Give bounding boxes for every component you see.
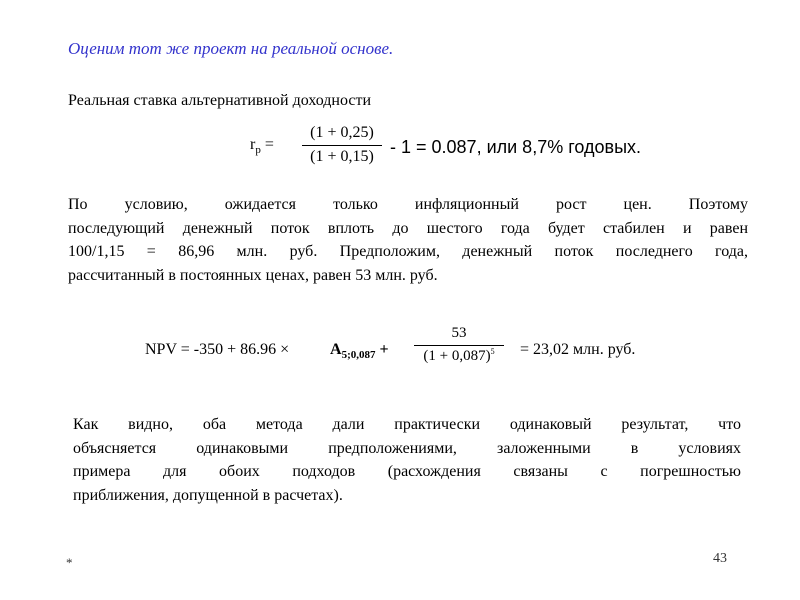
formula2-plus: + <box>375 341 389 358</box>
formula2-annuity-subscript: 5;0,087 <box>341 349 376 362</box>
paragraph2-line: Как видно, оба метода дали практически одинаковый результат, что <box>73 416 741 433</box>
formula2-fraction-bar <box>414 345 504 346</box>
section-subheading: Реальная ставка альтернативной доходности <box>68 92 372 109</box>
paragraph1-line: По условию, ожидается только инфляционный рост цен. Поэтому <box>68 196 748 213</box>
formula1-lhs <box>250 136 274 156</box>
paragraph2-line: примера для обоих подходов (расхождения связаны с погрешностью <box>73 463 741 480</box>
paragraph-conditions <box>68 193 748 287</box>
formula2-lhs: NPV = -350 + 86.96 × <box>145 341 290 358</box>
formula1-fraction <box>302 124 382 165</box>
formula1-denominator: (1 + 0,15) <box>310 147 374 165</box>
formula2-annuity-symbol: A <box>330 341 342 358</box>
paragraph1-line: 100/1,15 = 86,96 млн. руб. Предположим, денежный поток последнего года, <box>68 243 748 260</box>
formula1-fraction-bar <box>302 145 382 146</box>
paragraph1-line: последующий денежный поток вплоть до шестого года будет стабилен и равен <box>68 219 748 237</box>
page-number: 43 <box>713 551 727 566</box>
formula1-lhs-symbol: r <box>250 136 256 153</box>
slide-heading: Оценим тот же проект на реальной основе. <box>68 39 394 58</box>
formula1-lhs-subscript: p <box>255 144 261 157</box>
formula2-annuity <box>330 341 389 361</box>
formula2-denominator-base: (1 + 0,087) <box>423 347 491 364</box>
paragraph1-line: рассчитанный в постоянных ценах, равен 53 млн. руб. <box>68 266 438 284</box>
formula1-numerator: (1 + 0,25) <box>310 124 374 141</box>
formula2-denominator <box>423 348 494 365</box>
formula2-numerator: 53 <box>451 325 467 341</box>
formula2-rhs: = 23,02 млн. руб. <box>520 341 636 358</box>
formula2-denominator-exponent: 5 <box>490 346 495 356</box>
footnote-marker: * <box>66 555 73 570</box>
paragraph2-line: приближения, допущенной в расчетах). <box>73 486 343 504</box>
paragraph-conclusion <box>73 413 741 507</box>
formula1-rhs: - 1 = 0.087, или 8,7% годовых. <box>390 137 642 157</box>
formula2-fraction <box>414 325 504 364</box>
formula1-lhs-equals: = <box>260 136 274 153</box>
paragraph2-line: объясняется одинаковыми предположениями, заложенными в условиях <box>73 439 741 457</box>
